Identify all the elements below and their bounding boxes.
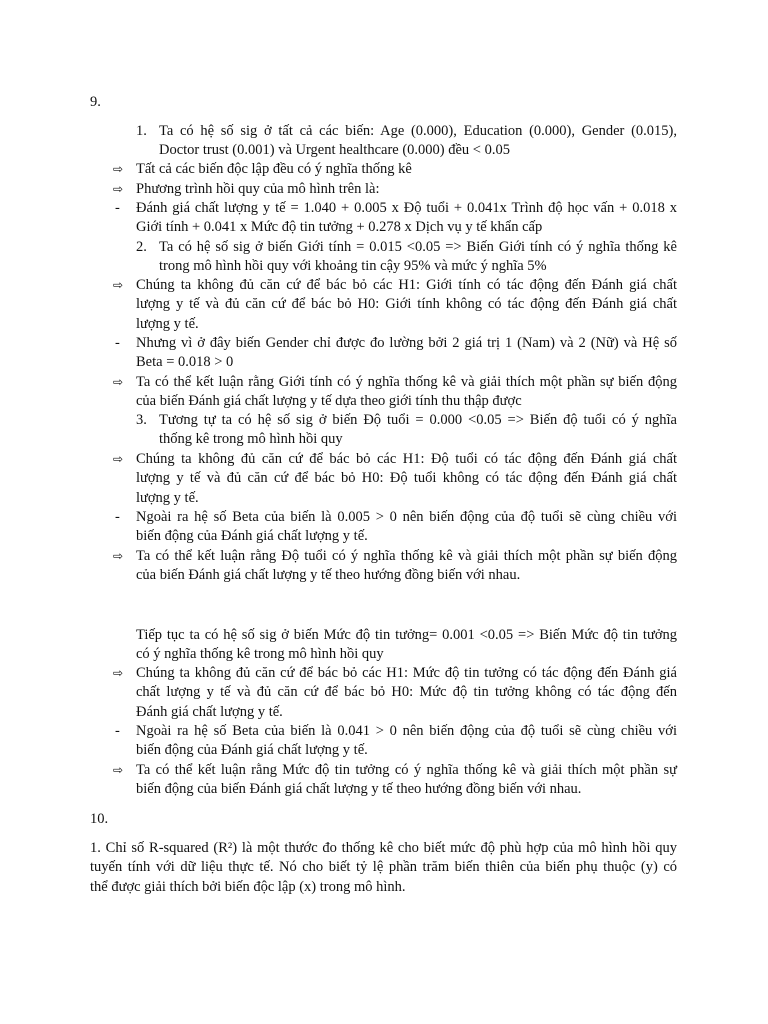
paragraph-line: Chúng ta không đủ căn cứ để bác bỏ các H1: Mức độ tin tưởng có tác động đến Đánh giá [136, 665, 677, 681]
paragraph-line: Phương trình hồi quy của mô hình trên là: [136, 181, 380, 197]
arrow-bullet-icon: ⇨ [113, 549, 124, 563]
paragraph-line: Ta có hệ số sig ở biến Giới tính = 0.015 <0.05 => Biến Giới tính có ý nghĩa thống kê [159, 239, 677, 255]
arrow-bullet-icon: ⇨ [113, 666, 124, 680]
paragraph-line: trong mô hình hồi quy với khoảng tin cậy 95% và mức ý nghĩa 5% [159, 258, 547, 275]
list-number: 2. [136, 239, 147, 255]
paragraph-line: Chúng ta không đủ căn cứ để bác bỏ các H1: Giới tính có tác động đến Đánh giá chất [136, 277, 677, 293]
paragraph-line: chất lượng y tế và đủ căn cứ để bác bỏ H0: Mức độ tin tưởng không có tác động đến [136, 684, 677, 701]
dash-bullet: - [115, 200, 120, 216]
paragraph-line: thống kê trong mô hình hồi quy [159, 431, 343, 448]
paragraph-line: tuyến tính với dữ liệu thực tế. Nó cho biết tỷ lệ phần trăm biến thiên của biến phụ thuộc (y) có [90, 859, 677, 876]
paragraph-line: của biến Đánh giá chất lượng y tế theo hướng đồng biến với nhau. [136, 567, 521, 584]
paragraph-line: Đánh giá chất lượng y tế. [136, 703, 283, 720]
list-number: 3. [136, 412, 147, 428]
paragraph-line: lượng y tế. [136, 315, 199, 332]
paragraph-line: Tất cả các biến độc lập đều có ý nghĩa thống kê [136, 161, 412, 177]
paragraph-line: Tương tự ta có hệ số sig ở biến Độ tuổi = 0.000 <0.05 => Biến độ tuổi có ý nghĩa [159, 412, 677, 428]
paragraph-line: Nhưng vì ở đây biến Gender chỉ được đo lường bởi 2 giá trị 1 (Nam) và 2 (Nữ) và Hệ số [136, 335, 677, 351]
paragraph-line: Ngoài ra hệ số Beta của biến là 0.041 > 0 nên biến động của độ tuổi sẽ cùng chiều với [136, 723, 677, 739]
paragraph-line: Ta có thể kết luận rằng Độ tuổi có ý nghĩa thống kê và giải thích một phần sự biến động [136, 548, 677, 564]
list-number: 9. [90, 94, 101, 110]
list-number: 10. [90, 811, 109, 827]
dash-bullet: - [115, 335, 120, 351]
arrow-bullet-icon: ⇨ [113, 375, 124, 389]
paragraph-line: có ý nghĩa thống kê trong mô hình hồi quy [136, 646, 384, 663]
paragraph-line: Ta có thể kết luận rằng Mức độ tin tưởng có ý nghĩa thống kê và giải thích một phần sự [136, 762, 677, 778]
paragraph-line: biến động của biến Đánh giá chất lượng y tế theo hướng đồng biến với nhau. [136, 781, 582, 798]
paragraph-line: Ta có hệ số sig ở tất cả các biến: Age (0.000), Education (0.000), Gender (0.015), [159, 123, 677, 139]
paragraph-line: Tiếp tục ta có hệ số sig ở biến Mức độ tin tưởng= 0.001 <0.05 => Biến Mức độ tin tưởng [136, 627, 677, 643]
list-number: 1. [136, 123, 147, 139]
arrow-bullet-icon: ⇨ [113, 763, 124, 777]
paragraph-line: lượng y tế và đủ căn cứ để bác bỏ H0: Giới tính không có tác động đến Đánh giá chất [136, 296, 677, 313]
paragraph-line: thể được giải thích bởi biến độc lập (x) trong mô hình. [90, 878, 406, 895]
arrow-bullet-icon: ⇨ [113, 452, 124, 466]
paragraph-line: Doctor trust (0.001) và Urgent healthcare (0.000) đều < 0.05 [159, 142, 510, 159]
dash-bullet: - [115, 509, 120, 525]
paragraph-line: của biến Đánh giá chất lượng y tế dựa theo giới tính thu thập được [136, 393, 522, 410]
paragraph-line: biến động của Đánh giá chất lượng y tế. [136, 742, 368, 759]
dash-bullet: - [115, 723, 120, 739]
paragraph-line: Ta có thể kết luận rằng Giới tính có ý nghĩa thống kê và giải thích một phần sự biến động [136, 374, 677, 390]
arrow-bullet-icon: ⇨ [113, 162, 124, 176]
paragraph-line: 1. Chỉ số R-squared (R²) là một thước đo thống kê cho biết mức độ phù hợp của mô hình hồi quy [90, 840, 677, 856]
paragraph-line: Đánh giá chất lượng y tế = 1.040 + 0.005 x Độ tuổi + 0.041x Trình độ học vấn + 0.018 x [136, 200, 677, 216]
paragraph-line: Beta = 0.018 > 0 [136, 354, 234, 371]
arrow-bullet-icon: ⇨ [113, 182, 124, 196]
paragraph-line: lượng y tế. [136, 489, 199, 506]
paragraph-line: Chúng ta không đủ căn cứ để bác bỏ các H1: Độ tuổi có tác động đến Đánh giá chất [136, 451, 677, 467]
paragraph-line: biến động của Đánh giá chất lượng y tế. [136, 528, 368, 545]
paragraph-line: Giới tính + 0.041 x Mức độ tin tưởng + 0.278 x Dịch vụ y tế khẩn cấp [136, 219, 543, 236]
paragraph-line: lượng y tế và đủ căn cứ để bác bỏ H0: Độ tuổi không có tác động đến Đánh giá chất [136, 470, 677, 487]
arrow-bullet-icon: ⇨ [113, 278, 124, 292]
paragraph-line: Ngoài ra hệ số Beta của biến là 0.005 > 0 nên biến động của độ tuổi sẽ cùng chiều với [136, 509, 677, 525]
